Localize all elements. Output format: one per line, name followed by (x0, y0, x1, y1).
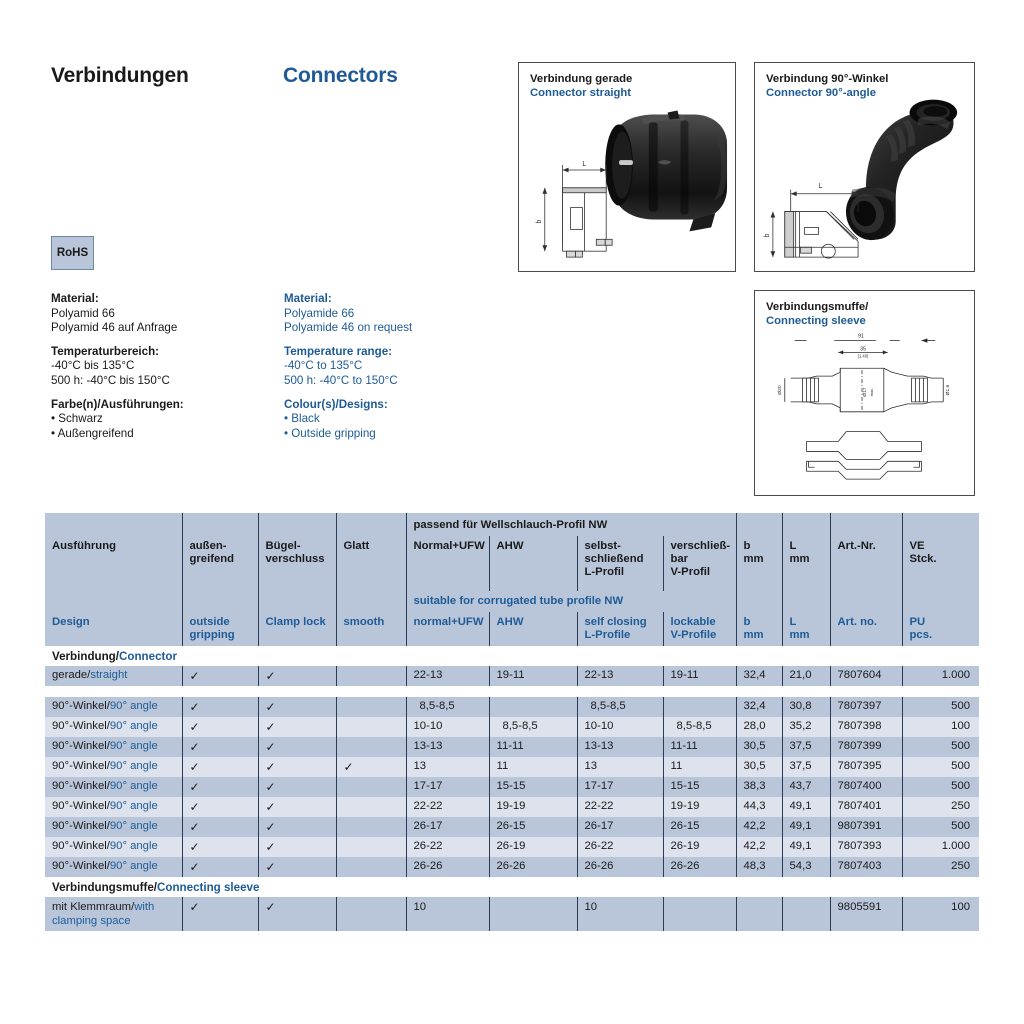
cell-lprofile: 13 (577, 757, 663, 777)
cell-normal: 17-17 (406, 777, 489, 797)
cell-art: 9805591 (830, 897, 902, 931)
hdr-spacer-b (736, 513, 782, 536)
cell-ve: 500 (902, 697, 979, 717)
cell-lprofile: 8,5-8,5 (577, 697, 663, 717)
figure-connecting-sleeve (754, 290, 975, 496)
cell-ahw: 26-15 (489, 817, 577, 837)
table-header-gap (45, 583, 979, 591)
table-header-en-design: Design (45, 612, 182, 646)
cell-b: 38,3 (736, 777, 782, 797)
cell-normal: 26-22 (406, 837, 489, 857)
check-icon: ✓ (265, 720, 276, 734)
cell-art: 7807398 (830, 717, 902, 737)
table-row[interactable] (45, 666, 979, 686)
table-header-en-l: L mm (782, 612, 830, 646)
spec-en-temp-line-1: 500 h: -40°C to 150°C (284, 373, 398, 387)
cell-normal: 8,5-8,5 (406, 697, 489, 717)
cell-art: 7807397 (830, 697, 902, 717)
row-gap-1 (45, 686, 979, 697)
cell-ahw: 26-26 (489, 857, 577, 877)
table-header-de-design: Ausführung (45, 536, 182, 583)
cell-clamp (258, 737, 336, 757)
table-header-en-art: Art. no. (830, 612, 902, 646)
table-header-de-l: L mm (782, 536, 830, 583)
cell-clamp (258, 666, 336, 686)
table-row[interactable] (45, 857, 979, 877)
spec-de-temperature (51, 345, 184, 389)
cell-outside (182, 897, 258, 931)
cell-l: 54,3 (782, 857, 830, 877)
cell-smooth (336, 666, 406, 686)
spec-en-temp-label: Temperature range: (284, 344, 393, 358)
spec-en-colour-line-1: • Outside gripping (284, 426, 376, 440)
cell-art: 9807391 (830, 817, 902, 837)
spec-en-material-line-0: Polyamide 66 (284, 306, 355, 320)
cell-ve: 500 (902, 757, 979, 777)
table-header-de-ahw: AHW (489, 536, 577, 583)
svg-text:L: L (818, 182, 823, 190)
cell-smooth (336, 857, 406, 877)
page-title-en: Connectors (283, 64, 398, 87)
cell-smooth (336, 737, 406, 757)
cell-design: mit Klemmraum/with clamping space (45, 897, 182, 931)
check-icon: ✓ (265, 700, 276, 714)
svg-text:Ø20: Ø20 (777, 385, 783, 395)
cell-vprofile (663, 697, 736, 717)
cell-normal: 10 (406, 897, 489, 931)
table-header-en-lprofile: self closing L-Profile (577, 612, 663, 646)
figure-connector-angle (754, 62, 975, 272)
table-header-de (45, 536, 979, 583)
cell-art: 7807395 (830, 757, 902, 777)
figure-caption-straight (530, 72, 632, 100)
cell-lprofile: 13-13 (577, 737, 663, 757)
table-row[interactable] (45, 717, 979, 737)
rohs-badge (51, 236, 94, 270)
table-header-en-smooth: smooth (336, 612, 406, 646)
cell-clamp (258, 837, 336, 857)
hdr-spacer-ve (902, 513, 979, 536)
hdr-spacer-clamp (258, 513, 336, 536)
cell-l: 49,1 (782, 817, 830, 837)
hdr-span-profile-de: passend für Wellschlauch-Profil NW (406, 513, 736, 536)
table-header-de-normal: Normal+UFW (406, 536, 489, 583)
cell-ve: 500 (902, 817, 979, 837)
cell-art: 7807604 (830, 666, 902, 686)
table-header-de-vprofile: verschließ- bar V-Profil (663, 536, 736, 583)
spec-en-colour-line-0: • Black (284, 412, 320, 426)
cell-vprofile: 19-19 (663, 797, 736, 817)
cell-l: 49,1 (782, 837, 830, 857)
cell-ve: 100 (902, 897, 979, 931)
cell-vprofile: 26-19 (663, 837, 736, 857)
figure-caption-sleeve-de: Verbindungsmuffe/ (766, 301, 869, 313)
hdr-spacer-outside (182, 513, 258, 536)
cell-ve: 250 (902, 857, 979, 877)
table-header-de-smooth: Glatt (336, 536, 406, 583)
table-header-en-vprofile: lockable V-Profile (663, 612, 736, 646)
cell-clamp (258, 697, 336, 717)
table-header-de-b: b mm (736, 536, 782, 583)
spec-de-colour (51, 398, 184, 442)
check-icon: ✓ (265, 820, 276, 834)
cell-vprofile: 11 (663, 757, 736, 777)
cell-b: 28,0 (736, 717, 782, 737)
svg-text:b: b (535, 219, 543, 224)
cell-normal: 22-13 (406, 666, 489, 686)
figure-caption-straight-de: Verbindung gerade (530, 73, 633, 85)
spec-en-material-label: Material: (284, 292, 332, 305)
cell-l (782, 897, 830, 931)
check-icon: ✓ (265, 780, 276, 794)
spec-en-colour-label: Colour(s)/Designs: (284, 397, 388, 411)
table-header-en-ahw: AHW (489, 612, 577, 646)
cell-ve: 500 (902, 777, 979, 797)
cell-clamp (258, 817, 336, 837)
check-icon: ✓ (265, 760, 276, 774)
table-header-en-outside: outside gripping (182, 612, 258, 646)
table-header-de-art: Art.-Nr. (830, 536, 902, 583)
table-row[interactable] (45, 817, 979, 837)
cell-design: 90°-Winkel/90° angle (45, 757, 182, 777)
cell-art: 7807400 (830, 777, 902, 797)
table-header-de-ve: VE Stck. (902, 536, 979, 583)
cell-design: 90°-Winkel/90° angle (45, 817, 182, 837)
cell-design: 90°-Winkel/90° angle (45, 697, 182, 717)
cell-outside (182, 777, 258, 797)
cell-design: 90°-Winkel/90° angle (45, 857, 182, 877)
svg-text:max.: max. (868, 387, 874, 397)
svg-text:35: 35 (859, 346, 867, 353)
cell-normal: 22-22 (406, 797, 489, 817)
cell-normal: 13 (406, 757, 489, 777)
table-header-en-normal: normal+UFW (406, 612, 489, 646)
hdr-spacer-design (45, 513, 182, 536)
cell-ahw: 8,5-8,5 (489, 717, 577, 737)
spec-de-material-label: Material: (51, 292, 99, 305)
hdr-spacer-art (830, 513, 902, 536)
figure-connector-straight (518, 62, 736, 272)
cell-outside (182, 857, 258, 877)
cell-vprofile: 19-11 (663, 666, 736, 686)
table-row[interactable] (45, 697, 979, 717)
cell-b: 32,4 (736, 697, 782, 717)
cell-lprofile: 22-22 (577, 797, 663, 817)
cell-l: 21,0 (782, 666, 830, 686)
table-header-span-de (45, 513, 979, 536)
cell-art: 7807393 (830, 837, 902, 857)
figure-caption-angle (766, 72, 888, 100)
cell-ahw: 19-11 (489, 666, 577, 686)
check-icon: ✓ (265, 840, 276, 854)
cell-normal: 13-13 (406, 737, 489, 757)
hdr-span-profile-en: suitable for corrugated tube profile NW (406, 591, 736, 612)
table-row[interactable] (45, 777, 979, 797)
cell-l: 43,7 (782, 777, 830, 797)
cell-design: 90°-Winkel/90° angle (45, 837, 182, 857)
check-icon: ✓ (265, 669, 276, 683)
group-header-connector: Verbindung/Connector (45, 646, 979, 666)
check-icon: ✓ (189, 740, 200, 754)
check-icon: ✓ (265, 900, 276, 914)
table-header-en-clamp: Clamp lock (258, 612, 336, 646)
cell-b: 32,4 (736, 666, 782, 686)
svg-text:L: L (582, 161, 587, 169)
cell-outside (182, 717, 258, 737)
cell-b: 42,2 (736, 817, 782, 837)
check-icon: ✓ (343, 760, 354, 774)
spec-en-temperature (284, 345, 412, 389)
cell-l: 37,5 (782, 757, 830, 777)
table-header-de-clamp: Bügel- verschluss (258, 536, 336, 583)
cell-ahw: 15-15 (489, 777, 577, 797)
cell-smooth (336, 837, 406, 857)
spec-de-temp-label: Temperaturbereich: (51, 344, 160, 358)
svg-text:(1.40): (1.40) (857, 353, 869, 359)
table-header-de-outside: außen- greifend (182, 536, 258, 583)
cell-smooth (336, 717, 406, 737)
cell-normal: 26-26 (406, 857, 489, 877)
cell-vprofile: 26-15 (663, 817, 736, 837)
table-row[interactable] (45, 757, 979, 777)
cell-outside (182, 666, 258, 686)
cell-clamp (258, 717, 336, 737)
product-table-wrapper (45, 513, 979, 931)
cell-b: 30,5 (736, 757, 782, 777)
check-icon: ✓ (265, 860, 276, 874)
check-icon: ✓ (265, 800, 276, 814)
figure-caption-sleeve (766, 300, 868, 328)
cell-smooth (336, 697, 406, 717)
check-icon: ✓ (189, 780, 200, 794)
cell-outside (182, 697, 258, 717)
cell-ve: 500 (902, 737, 979, 757)
cell-clamp (258, 797, 336, 817)
check-icon: ✓ (189, 820, 200, 834)
cell-ahw: 11-11 (489, 737, 577, 757)
spec-de-colour-label: Farbe(n)/Ausführungen: (51, 397, 184, 411)
cell-smooth (336, 897, 406, 931)
cell-normal: 10-10 (406, 717, 489, 737)
cell-smooth (336, 757, 406, 777)
spec-de-material (51, 292, 184, 336)
table-header-span-en (45, 591, 979, 612)
cell-clamp (258, 777, 336, 797)
cell-design: gerade/straight (45, 666, 182, 686)
spec-de-material-line-1: Polyamid 46 auf Anfrage (51, 321, 178, 335)
figure-caption-straight-en: Connector straight (530, 87, 632, 99)
cell-lprofile: 22-13 (577, 666, 663, 686)
cell-ahw (489, 697, 577, 717)
cell-outside (182, 797, 258, 817)
svg-text:Ø1,6: Ø1,6 (946, 384, 952, 396)
table-row[interactable] (45, 737, 979, 757)
cell-vprofile: 15-15 (663, 777, 736, 797)
table-row[interactable] (45, 837, 979, 857)
cell-normal: 26-17 (406, 817, 489, 837)
cell-l: 49,1 (782, 797, 830, 817)
spec-de-temp-line-1: 500 h: -40°C bis 150°C (51, 373, 170, 387)
cell-outside (182, 757, 258, 777)
cell-lprofile: 10-10 (577, 717, 663, 737)
cell-ahw (489, 897, 577, 931)
check-icon: ✓ (189, 900, 200, 914)
cell-lprofile: 26-26 (577, 857, 663, 877)
cell-ve: 250 (902, 797, 979, 817)
cell-clamp (258, 857, 336, 877)
check-icon: ✓ (189, 700, 200, 714)
cell-b: 48,3 (736, 857, 782, 877)
spec-block-en (284, 292, 412, 441)
cell-smooth (336, 777, 406, 797)
table-header-en (45, 612, 979, 646)
figure-caption-angle-en: Connector 90°-angle (766, 87, 876, 99)
rohs-badge-label: RoHS (56, 247, 89, 259)
cell-b: 42,2 (736, 837, 782, 857)
cell-l: 37,5 (782, 737, 830, 757)
check-icon: ✓ (189, 760, 200, 774)
cell-vprofile: 11-11 (663, 737, 736, 757)
cell-lprofile: 17-17 (577, 777, 663, 797)
spec-en-material-line-1: Polyamide 46 on request (284, 321, 413, 335)
cell-design: 90°-Winkel/90° angle (45, 717, 182, 737)
product-table (45, 513, 979, 931)
cell-art: 7807403 (830, 857, 902, 877)
spec-en-colour (284, 398, 412, 442)
cell-art: 7807399 (830, 737, 902, 757)
cell-design: 90°-Winkel/90° angle (45, 777, 182, 797)
cell-clamp (258, 757, 336, 777)
svg-text:Ø17: Ø17 (862, 387, 868, 397)
check-icon: ✓ (189, 720, 200, 734)
cell-vprofile: 26-26 (663, 857, 736, 877)
cell-smooth (336, 797, 406, 817)
cell-l: 30,8 (782, 697, 830, 717)
check-icon: ✓ (265, 740, 276, 754)
cell-smooth (336, 817, 406, 837)
figure-caption-angle-de: Verbindung 90°-Winkel (766, 73, 889, 85)
spec-de-material-line-0: Polyamid 66 (51, 306, 115, 320)
hdr-spacer-l (782, 513, 830, 536)
hdr-spacer-smooth (336, 513, 406, 536)
table-header-en-b: b mm (736, 612, 782, 646)
cell-design: 90°-Winkel/90° angle (45, 737, 182, 757)
cell-ahw: 19-19 (489, 797, 577, 817)
cell-lprofile: 26-22 (577, 837, 663, 857)
svg-text:91: 91 (858, 333, 865, 340)
cell-outside (182, 837, 258, 857)
cell-b (736, 897, 782, 931)
check-icon: ✓ (189, 840, 200, 854)
cell-b: 30,5 (736, 737, 782, 757)
spec-de-colour-line-1: • Außengreifend (51, 426, 134, 440)
table-header-en-ve: PU pcs. (902, 612, 979, 646)
spec-de-colour-line-0: • Schwarz (51, 412, 103, 426)
cell-b: 44,3 (736, 797, 782, 817)
cell-ve: 1.000 (902, 837, 979, 857)
cell-outside (182, 817, 258, 837)
cell-outside (182, 737, 258, 757)
cell-lprofile: 26-17 (577, 817, 663, 837)
check-icon: ✓ (189, 860, 200, 874)
cell-clamp (258, 897, 336, 931)
spec-block-de (51, 292, 184, 441)
cell-vprofile (663, 897, 736, 931)
table-row[interactable] (45, 797, 979, 817)
spec-de-temp-line-0: -40°C bis 135°C (51, 359, 135, 373)
cell-lprofile: 10 (577, 897, 663, 931)
cell-ve: 1.000 (902, 666, 979, 686)
page-title-de: Verbindungen (51, 64, 189, 87)
spec-en-material (284, 292, 412, 336)
cell-ve: 100 (902, 717, 979, 737)
check-icon: ✓ (189, 669, 200, 683)
cell-ahw: 11 (489, 757, 577, 777)
cell-art: 7807401 (830, 797, 902, 817)
cell-ahw: 26-19 (489, 837, 577, 857)
svg-text:b: b (763, 233, 771, 238)
cell-vprofile: 8,5-8,5 (663, 717, 736, 737)
table-row[interactable] (45, 897, 979, 931)
spec-en-temp-line-0: -40°C to 135°C (284, 359, 363, 373)
table-header-de-lprofile: selbst- schließend L-Profil (577, 536, 663, 583)
figure-caption-sleeve-en: Connecting sleeve (766, 315, 866, 327)
group-header-sleeve: Verbindungsmuffe/Connecting sleeve (45, 877, 979, 897)
check-icon: ✓ (189, 800, 200, 814)
cell-l: 35,2 (782, 717, 830, 737)
cell-design: 90°-Winkel/90° angle (45, 797, 182, 817)
